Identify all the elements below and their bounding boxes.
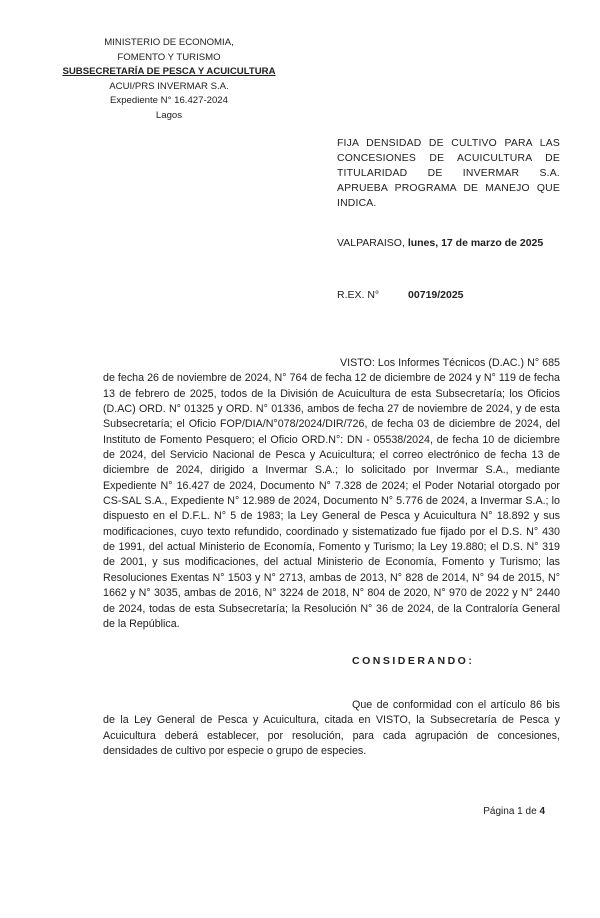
page-footer-label: Página 1 de xyxy=(483,806,537,817)
resolution-number-label: R.EX. N° xyxy=(337,289,380,301)
considerando-paragraph: Que de conformidad con el artículo 86 bis de la Ley General de Pesca y Acuicultura, citada en VISTO, la Subsecretaría de Pesca y Acuicultura deberá establecer, por resolución, para cada agrupación de concesiones, densidades de cultivo por especie o grupo de especies. xyxy=(103,699,560,758)
dateline-date: lunes, 17 de marzo de 2025 xyxy=(407,237,544,249)
letterhead-expediente: Expediente N° 16.427-2024 xyxy=(110,95,228,107)
letterhead-subsecretaria: SUBSECRETARÍA DE PESCA Y ACUICULTURA xyxy=(62,66,276,78)
page-footer xyxy=(345,806,545,817)
letterhead xyxy=(55,36,283,124)
page-footer-total: 4 xyxy=(539,806,545,817)
letterhead-unit: ACUI/PRS INVERMAR S.A. xyxy=(109,80,229,92)
visto-paragraph: VISTO: Los Informes Técnicos (D.AC.) N° 685 de fecha 26 de noviembre de 2024, N° 764 de fecha 12 de diciembre de 2024 y N° 119 de fecha 13 de febrero de 2025, todos de la División de Acuicultura de esta Subsecretaría; los Oficios (D.AC) ORD. N° 01325 y ORD. N° 01336, ambos de fecha 27 de noviembre de 2024, y de esta Subsecretaría; el Oficio FOP/DIA/N°078/2024/DIR/726, de fecha 03 de diciembre de 2024, del Instituto de Fomento Pesquero; el Oficio ORD.N°: DN - 05538/2024, de fecha 10 de diciembre de 2024, del Servicio Nacional de Pesca y Acuicultura; el correo electrónico de fecha 13 de diciembre de 2024, dirigido a Invermar S.A.; lo solicitado por Invermar S.A., mediante Expediente N° 16.427 de 2024, Documento N° 7.328 de 2024; el Poder Notarial otorgado por CS-SAL S.A., Expediente N° 12.989 de 2024, Documento N° 5.776 de 2024, a Invermar S.A.; lo dispuesto en el D.F.L. N° 5 de 1983; la Ley General de Pesca y Acuicultura N° 18.892 y sus modificaciones, cuyo texto refundido, coordinado y sistematizado fue fijado por el D.S. N° 430 de 1991, del actual Ministerio de Economía, Fomento y Turismo; la Ley 19.880; el D.S. N° 319 de 2001, y sus modificaciones, del actual Ministerio de Economía, Fomento y Turismo; las Resoluciones Exentas N° 1503 y N° 2713, ambas de 2013, N° 828 de 2014, N° 94 de 2015, N° 1662 y N° 3035, ambas de 2016, N° 3224 de 2018, N° 804 de 2020, N° 970 de 2022 y N° 2440 de 2024, todas de esta Subsecretaría; la Resolución N° 36 de 2024, de la Contraloría General de la República. xyxy=(103,357,560,630)
dateline xyxy=(337,237,543,249)
resolution-number-value: 00719/2025 xyxy=(408,289,464,301)
letterhead-ministry-line2: FOMENTO Y TURISMO xyxy=(117,51,221,63)
resolution-title: FIJA DENSIDAD DE CULTIVO PARA LAS CONCESIONES DE ACUICULTURA DE TITULARIDAD DE INVERMAR S.A. APRUEBA PROGRAMA DE MANEJO QUE INDICA. xyxy=(337,138,560,209)
dateline-city: VALPARAISO, xyxy=(337,237,405,249)
letterhead-ministry-line1: MINISTERIO DE ECONOMIA, xyxy=(104,37,234,48)
considerando-heading: CONSIDERANDO: xyxy=(352,655,475,667)
resolution-number-line xyxy=(337,289,464,301)
letterhead-region: Lagos xyxy=(155,109,183,121)
